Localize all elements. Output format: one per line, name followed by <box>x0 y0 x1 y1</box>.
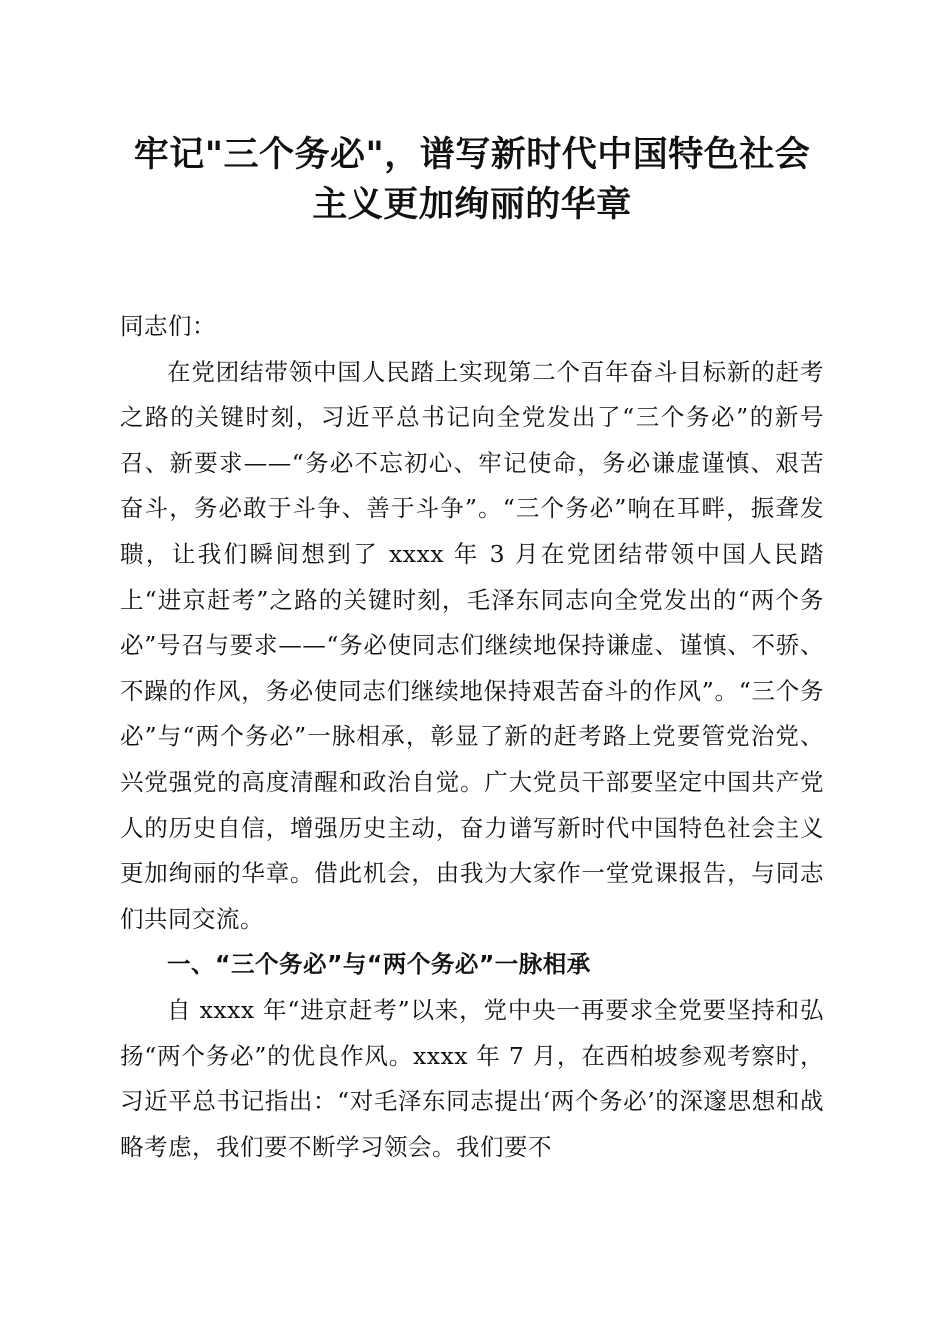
document-page <box>120 130 824 1170</box>
section-1-paragraph: 自 xxxx 年“进京赶考”以来，党中央一再要求全党要坚持和弘扬“两个务必”的优良作风。xxxx 年 7 月，在西柏坡参观考察时，习近平总书记指出：“对毛泽东同志提出‘两个务必’的深邃思想和战略考虑，我们要不断学习领会。我们要不 <box>120 995 824 1161</box>
document-body <box>120 304 824 1170</box>
intro-paragraph: 在党团结带领中国人民踏上实现第二个百年奋斗目标新的赶考之路的关键时刻，习近平总书记向全党发出了“三个务必”的新号召、新要求——“务必不忘初心、牢记使命，务必谦虚谨慎、艰苦奋斗，务必敢于斗争、善于斗争”。“三个务必”响在耳畔，振聋发聩，让我们瞬间想到了 xxxx 年 3 月在党团结带领中国人民踏上“进京赶考”之路的关键时刻，毛泽东同志向全党发出的“两个务必”号召与要求——“务必使同志们继续地保持谦虚、谨慎、不骄、不躁的作风，务必使同志们继续地保持艰苦奋斗的作风”。“三个务必”与“两个务必”一脉相承，彰显了新的赶考路上党要管党治党、兴党强党的高度清醒和政治自觉。广大党员干部要坚定中国共产党人的历史自信，增强历史主动，奋力谱写新时代中国特色社会主义更加绚丽的华章。借此机会，由我为大家作一堂党课报告，与同志们共同交流。 <box>120 357 824 933</box>
title-line-2: 主义更加绚丽的华章 <box>312 185 632 225</box>
section-heading-1: 一、“三个务必”与“两个务必”一脉相承 <box>167 950 591 979</box>
salutation: 同志们： <box>120 312 216 340</box>
title-line-1: 牢记"三个务必"，谱写新时代中国特色社会 <box>133 135 811 175</box>
document-title <box>120 130 824 230</box>
